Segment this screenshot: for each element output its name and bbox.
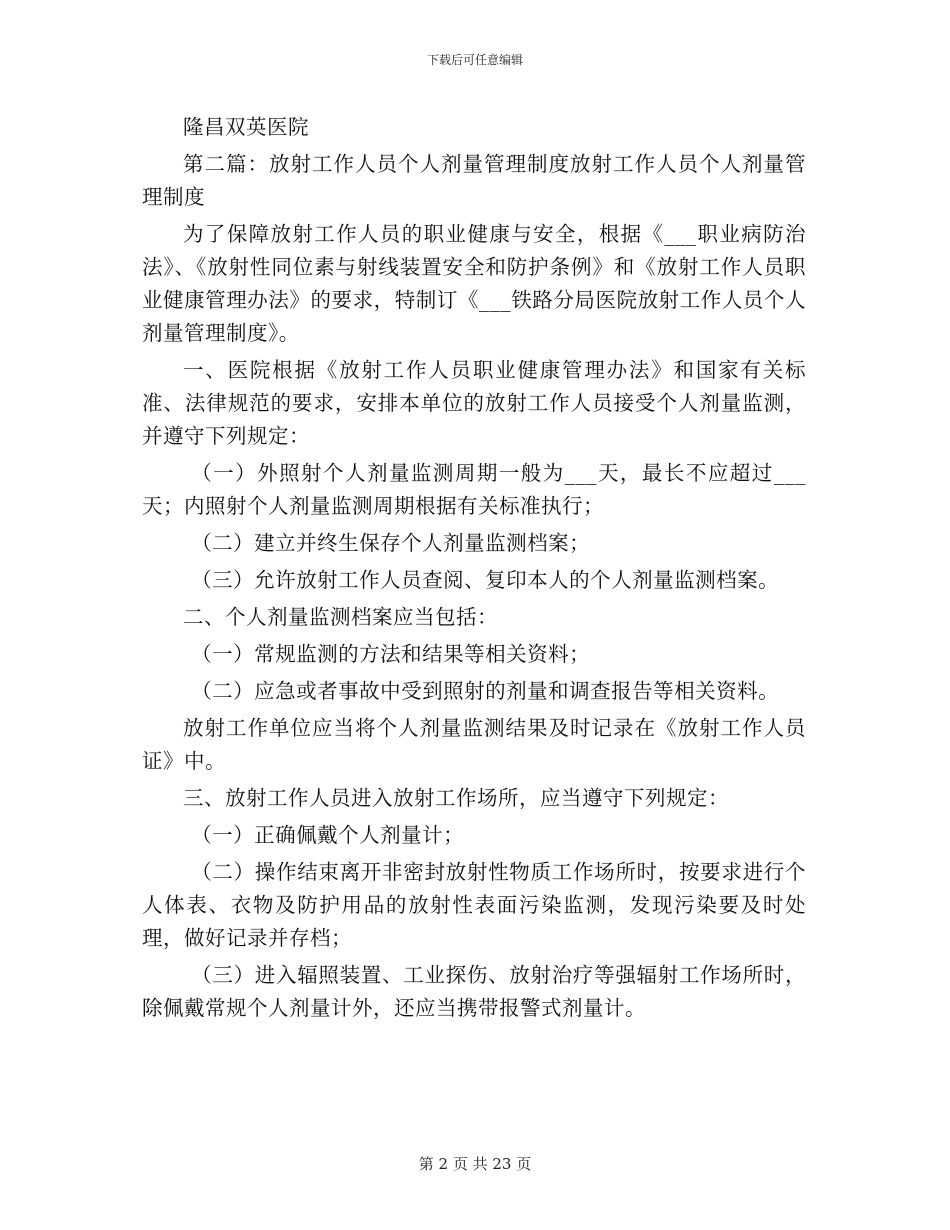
clause-one-item-3: （三）允许放射工作人员查阅、复印本人的个人剂量监测档案。 xyxy=(191,568,780,592)
clause-two-item-2: （二）应急或者事故中受到照射的剂量和调查报告等相关资料。 xyxy=(191,679,780,703)
clause-three-item-2: （二）操作结束离开非密封放射性物质工作场所时，按要求进行个人体表、衣物及防护用品的放射性表面污染监测，发现污染要及时处理，做好记录并存档； xyxy=(142,860,806,950)
page-header: 下载后可任意编辑 xyxy=(426,53,523,67)
clause-two-item-1: （一）常规监测的方法和结果等相关资料； xyxy=(191,642,591,666)
hospital-name: 隆昌双英医院 xyxy=(183,115,309,139)
clause-three: 三、放射工作人员进入放射工作场所，应当遵守下列规定： xyxy=(183,786,729,810)
clause-one-item-1: （一）外照射个人剂量监测周期一般为___天，最长不应超过___天；内照射个人剂量监测周期根据有关标准执行； xyxy=(142,461,806,518)
clause-one-item-2: （二）建立并终生保存个人剂量监测档案； xyxy=(191,531,591,555)
clause-two: 二、个人剂量监测档案应当包括： xyxy=(183,605,498,629)
clause-three-item-1: （一）正确佩戴个人剂量计； xyxy=(191,823,465,847)
clause-one: 一、医院根据《放射工作人员职业健康管理办法》和国家有关标准、法律规范的要求，安排本单位的放射工作人员接受个人剂量监测，并遵守下列规定： xyxy=(142,358,806,448)
section-title: 第二篇：放射工作人员个人剂量管理制度放射工作人员个人剂量管理制度 xyxy=(142,152,806,209)
clause-two-note: 放射工作单位应当将个人剂量监测结果及时记录在《放射工作人员证》中。 xyxy=(142,716,806,773)
intro-paragraph: 为了保障放射工作人员的职业健康与安全，根据《___职业病防治法》、《放射性同位素与射线装置安全和防护条例》和《放射工作人员职业健康管理办法》的要求，特制订《___铁路分局医院放射工作人员个人剂量管理制度》。 xyxy=(142,222,806,345)
document-body xyxy=(142,111,806,1029)
page-number: 第 2 页 共 23 页 xyxy=(418,1155,532,1173)
clause-three-item-3: （三）进入辐照装置、工业探伤、放射治疗等强辐射工作场所时，除佩戴常规个人剂量计外，还应当携带报警式剂量计。 xyxy=(142,963,806,1020)
